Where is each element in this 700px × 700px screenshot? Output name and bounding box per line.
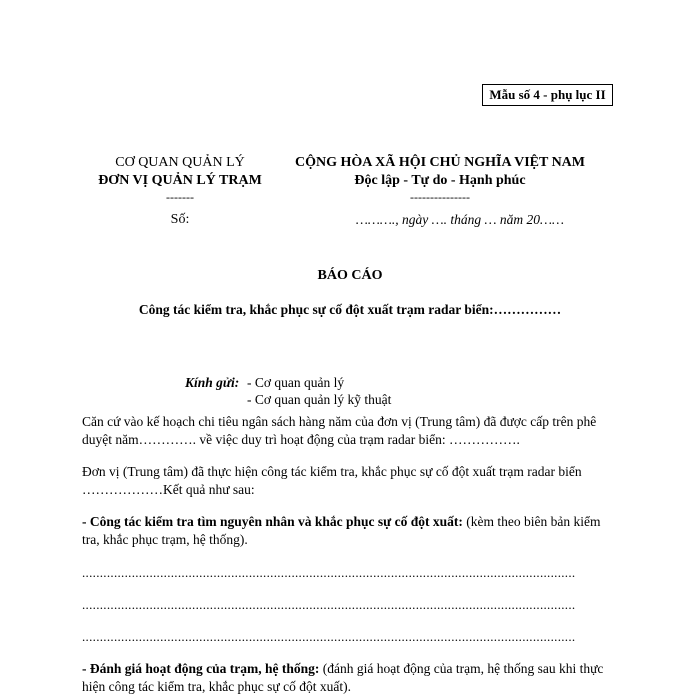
recipients-label: Kính gửi: bbox=[185, 375, 240, 390]
dotted-line: ........................................................................................................................................... bbox=[82, 629, 576, 644]
agency-name: CƠ QUAN QUẢN LÝ bbox=[115, 155, 245, 170]
section-1-line-1 bbox=[82, 514, 600, 530]
station-unit-name: ĐƠN VỊ QUẢN LÝ TRẠM bbox=[98, 173, 262, 188]
dotted-line: ........................................................................................................................................... bbox=[82, 597, 576, 612]
date-line: ………., ngày …. tháng … năm 20…… bbox=[355, 212, 565, 227]
section-1-heading: - Công tác kiểm tra tìm nguyên nhân và khắc phục sự cố đột xuất: bbox=[82, 514, 463, 529]
section-2-note: (đánh giá hoạt động của trạm, hệ thống sau khi thực bbox=[319, 661, 604, 676]
left-divider: ------- bbox=[166, 190, 194, 204]
section-1-line-2: tra, khắc phục trạm, hệ thống). bbox=[82, 532, 248, 547]
paragraph-1-line-1: Căn cứ vào kế hoạch chi tiêu ngân sách hàng năm của đơn vị (Trung tâm) đã được cấp trên phê bbox=[82, 414, 597, 429]
paragraph-2-line-2: ………………Kết quả như sau: bbox=[82, 482, 255, 497]
recipient-item: - Cơ quan quản lý bbox=[247, 375, 345, 390]
section-2-line-1 bbox=[82, 661, 603, 677]
section-2-heading: - Đánh giá hoạt động của trạm, hệ thống: bbox=[82, 661, 320, 676]
dotted-line: ........................................................................................................................................... bbox=[82, 565, 576, 580]
form-number-box: Mẫu số 4 - phụ lục II bbox=[482, 84, 613, 106]
section-2-line-2: hiện công tác kiểm tra, khắc phục sự cố đột xuất). bbox=[82, 679, 351, 694]
right-divider: --------------- bbox=[410, 190, 470, 204]
document-number-label: Số: bbox=[170, 212, 190, 227]
paragraph-1-line-2: duyệt năm…………. về việc duy trì hoạt động của trạm radar biển: ……………. bbox=[82, 432, 520, 447]
national-motto: Độc lập - Tự do - Hạnh phúc bbox=[354, 173, 526, 188]
section-1-note: (kèm theo biên bản kiểm bbox=[462, 514, 601, 529]
national-title: CỘNG HÒA XÃ HỘI CHỦ NGHĨA VIỆT NAM bbox=[294, 155, 585, 170]
report-title: BÁO CÁO bbox=[317, 268, 383, 283]
report-subtitle: Công tác kiểm tra, khắc phục sự cố đột xuất trạm radar biển:…………… bbox=[138, 302, 562, 317]
recipient-item: - Cơ quan quản lý kỹ thuật bbox=[247, 392, 392, 407]
paragraph-2-line-1: Đơn vị (Trung tâm) đã thực hiện công tác kiểm tra, khắc phục sự cố đột xuất trạm radar biển bbox=[82, 464, 582, 479]
